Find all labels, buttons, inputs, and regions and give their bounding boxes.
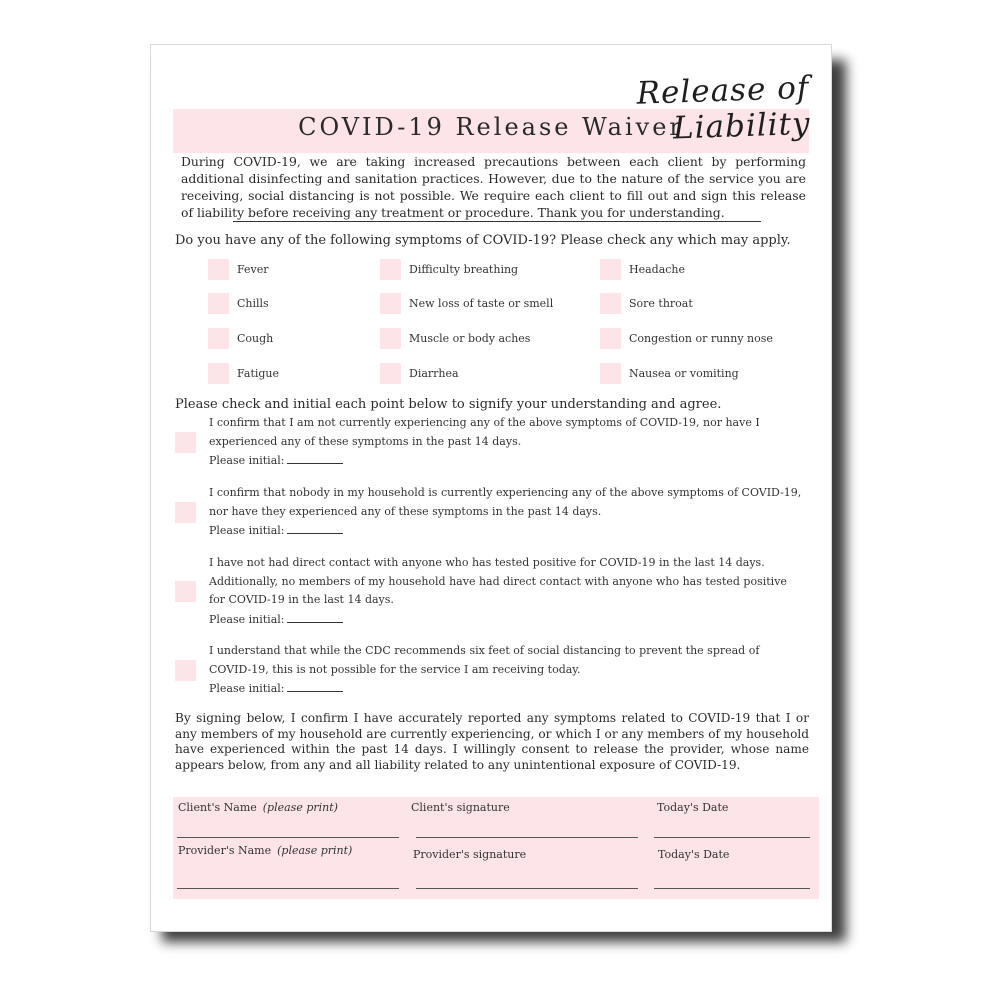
symptom-item[interactable] — [600, 363, 739, 384]
symptom-item[interactable] — [600, 259, 685, 280]
symptom-item[interactable] — [600, 293, 693, 314]
date-field[interactable] — [654, 837, 810, 838]
acknowledgement-checkbox[interactable] — [175, 660, 196, 681]
symptom-label: Diarrhea — [409, 367, 459, 380]
symptom-item[interactable] — [380, 328, 530, 349]
provider-signature-label: Provider's signature — [413, 848, 527, 861]
symptom-item[interactable] — [208, 328, 273, 349]
symptom-label: Sore throat — [629, 297, 693, 310]
initial-label: Please initial: — [209, 454, 285, 467]
symptom-checkbox[interactable] — [208, 363, 229, 384]
initial-field[interactable] — [287, 610, 343, 623]
symptom-item[interactable] — [208, 293, 269, 314]
symptom-checkbox[interactable] — [600, 259, 621, 280]
acknowledgement-text: experienced any of these symptoms in the past 14 days. — [209, 434, 522, 448]
symptom-checkbox[interactable] — [380, 293, 401, 314]
symptom-label: Congestion or runny nose — [629, 332, 773, 345]
symptom-checkbox[interactable] — [208, 293, 229, 314]
client-name-label-text: Client's Name — [178, 801, 257, 814]
acknowledgement-question: Please check and initial each point below to signify your understanding and agree. — [175, 397, 722, 412]
acknowledgement-text: I have not had direct contact with anyone who has tested positive for COVID-19 in the last 14 days. — [209, 556, 765, 569]
symptom-label: New loss of taste or smell — [409, 297, 554, 310]
initial-label: Please initial: — [209, 612, 285, 626]
symptom-label: Fever — [237, 263, 269, 276]
page-title: COVID-19 Release Waiver — [298, 113, 684, 141]
symptom-item[interactable] — [380, 363, 459, 384]
symptoms-question: Do you have any of the following symptoms of COVID-19? Please check any which may apply. — [175, 233, 791, 248]
symptom-checkbox[interactable] — [600, 328, 621, 349]
symptom-label: Difficulty breathing — [409, 263, 519, 276]
initial-label: Please initial: — [209, 682, 285, 695]
acknowledgement-text: for COVID-19 in the last 14 days. — [209, 593, 394, 606]
provider-name-label-text: Provider's Name — [178, 844, 272, 857]
script-title: Release of Liability — [636, 69, 812, 147]
initial-field[interactable] — [287, 679, 343, 692]
symptom-checkbox[interactable] — [380, 328, 401, 349]
date-field[interactable] — [654, 888, 810, 889]
client-signature-field[interactable] — [416, 837, 638, 838]
symptom-label: Headache — [629, 263, 686, 276]
acknowledgement-text: Additionally, no members of my household have had direct contact with anyone who has tested positive — [209, 574, 787, 588]
acknowledgement-text: I understand that while the CDC recommends six feet of social distancing to prevent the spread of — [209, 644, 760, 657]
initial-label: Please initial: — [209, 524, 285, 537]
acknowledgement-text: I confirm that I am not currently experiencing any of the above symptoms of COVID-19, nor have I — [209, 416, 760, 429]
symptom-item[interactable] — [380, 259, 518, 280]
symptom-checkbox[interactable] — [600, 363, 621, 384]
client-name-hint: (please print) — [262, 801, 338, 814]
acknowledgement-checkbox[interactable] — [175, 502, 196, 523]
acknowledgement-item — [209, 554, 809, 629]
date-label: Today's Date — [657, 801, 729, 814]
symptom-item[interactable] — [208, 363, 279, 384]
symptom-item[interactable] — [600, 328, 773, 349]
symptom-item[interactable] — [208, 259, 269, 280]
acknowledgement-item — [209, 414, 809, 471]
intro-paragraph: During COVID-19, we are taking increased precautions between each client by performing additional disinfecting and sanitation practices. However, due to the nature of the service you are receiving, social distancing is not possible. We require each client to fill out and sign this release of liability before receiving any treatment or procedure. Thank you for understanding. — [181, 154, 806, 220]
symptom-checkbox[interactable] — [380, 363, 401, 384]
provider-name-field[interactable] — [177, 888, 399, 889]
provider-name-hint: (please print) — [277, 844, 353, 857]
client-name-field[interactable] — [177, 837, 399, 838]
symptom-label: Fatigue — [237, 367, 280, 380]
initial-field[interactable] — [287, 521, 343, 534]
date-label: Today's Date — [658, 848, 730, 861]
symptom-item[interactable] — [380, 293, 553, 314]
acknowledgement-item — [209, 642, 809, 699]
intro-underline — [233, 221, 761, 222]
symptom-label: Muscle or body aches — [409, 332, 531, 345]
symptom-checkbox[interactable] — [600, 293, 621, 314]
acknowledgement-checkbox[interactable] — [175, 432, 196, 453]
symptom-label: Cough — [237, 332, 274, 345]
signature-block — [173, 797, 819, 899]
acknowledgement-text: nor have they experienced any of these symptoms in the past 14 days. — [209, 504, 602, 518]
symptom-label: Nausea or vomiting — [629, 367, 739, 380]
provider-signature-field[interactable] — [416, 888, 638, 889]
acknowledgement-item — [209, 484, 809, 541]
waiver-document — [150, 44, 832, 932]
initial-row — [209, 610, 809, 630]
initial-field[interactable] — [287, 451, 343, 464]
initial-row — [209, 521, 809, 541]
provider-name-label — [178, 844, 352, 857]
symptom-label: Chills — [237, 297, 269, 310]
client-name-label — [178, 801, 338, 814]
acknowledgement-checkbox[interactable] — [175, 581, 196, 602]
symptom-checkbox[interactable] — [208, 328, 229, 349]
symptom-checkbox[interactable] — [208, 259, 229, 280]
symptom-checkbox[interactable] — [380, 259, 401, 280]
client-signature-label: Client's signature — [411, 801, 510, 814]
initial-row — [209, 451, 809, 471]
acknowledgement-text: COVID-19, this is not possible for the service I am receiving today. — [209, 662, 581, 676]
initial-row — [209, 679, 809, 699]
acknowledgement-text: I confirm that nobody in my household is currently experiencing any of the above symptoms of COVID-19, — [209, 486, 802, 499]
closing-paragraph: By signing below, I confirm I have accurately reported any symptoms related to COVID-19 that I or any members of my household are currently experiencing, or which I or any members of my household have experienced within the past 14 days. I willingly consent to release the provider, whose name appears below, from any and all liability related to any unintentional exposure of COVID-19. — [175, 711, 809, 772]
